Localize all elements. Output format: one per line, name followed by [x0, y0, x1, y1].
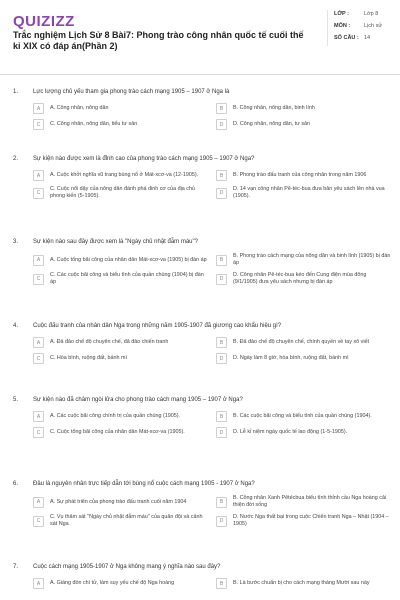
header-divider — [0, 74, 400, 75]
worksheet-meta — [327, 10, 396, 46]
answer-option[interactable] — [216, 119, 391, 130]
question-1 — [13, 88, 391, 130]
question-stem — [13, 563, 391, 571]
option-text: B. Công nhân, nông dân, binh lính — [233, 105, 315, 111]
option-letter-box: B — [216, 255, 227, 266]
option-text: C. Hòa bình, ruộng đất, bánh mì — [50, 355, 128, 361]
question-text: Sự kiện nào được xem là đỉnh cao của phong trào cách mạng 1905 – 1907 ở Nga? — [33, 156, 255, 162]
option-text: B. Đả đảo chế độ chuyên chế, chính quyền về tay xô viết — [233, 339, 370, 345]
option-letter-box: C — [33, 188, 44, 199]
meta-row-subject — [334, 22, 396, 30]
answer-options — [33, 103, 391, 130]
option-letter-box: A — [33, 497, 44, 508]
option-text: D. Nước Nga thất bại trong cuộc Chiến tranh Nga – Nhật (1904 – 1905) — [233, 514, 389, 527]
option-text: A. Sự phát triển của phong trào đấu tranh cuối năm 1904 — [50, 498, 187, 505]
option-text: A. Giáng đòn chí tử, làm suy yếu chế độ Nga hoàng — [50, 580, 175, 586]
question-text: Sự kiện nào sau đây được xem là "Ngày chủ nhật đẫm máu"? — [33, 239, 198, 245]
answer-option[interactable] — [216, 186, 391, 200]
option-letter-box: B — [216, 578, 227, 589]
answer-option[interactable] — [216, 514, 391, 528]
answer-option[interactable] — [216, 353, 391, 364]
answer-option[interactable] — [33, 514, 208, 528]
option-letter-box: A — [33, 578, 44, 589]
answer-options — [33, 578, 391, 589]
question-text: Đâu là nguyên nhân trực tiếp dẫn tới bùng nổ cuộc cách mạng 1905 - 1907 ở Nga? — [33, 481, 255, 487]
answer-option[interactable] — [33, 253, 208, 267]
option-text: A. Các cuộc bãi công chính trị của quần chúng (1905). — [50, 413, 181, 419]
option-letter-box: D — [216, 427, 227, 438]
option-text: A. Công nhân, nông dân — [50, 105, 109, 111]
option-letter-box: D — [216, 353, 227, 364]
option-letter-box: B — [216, 411, 227, 422]
meta-row-count — [334, 34, 396, 42]
option-letter-box: B — [216, 337, 227, 348]
option-text: B. Công nhân Xanh Pêtécbua biểu tình thỉnh cầu Nga hoàng cải thiện đời sống — [233, 495, 387, 508]
option-text: C. Vụ thảm sát "Ngày chủ nhật đẫm máu" của quân đội và cảnh sát Nga — [50, 514, 203, 527]
brand-logo: QUIZIZZ — [13, 13, 75, 30]
question-number: 1. — [13, 89, 19, 95]
option-text: B. Phong trào đấu tranh của công nhân trong năm 1906 — [233, 172, 367, 178]
question-text: Lực lượng chủ yếu tham gia phong trào cách mạng 1905 – 1907 ở Nga là — [33, 89, 230, 95]
answer-option[interactable] — [33, 170, 208, 181]
answer-option[interactable] — [216, 495, 391, 509]
option-text: D. Ngày làm 8 giờ, hòa bình, ruộng đất, bánh mì — [233, 355, 349, 361]
answer-option[interactable] — [33, 337, 208, 348]
answer-option[interactable] — [216, 253, 391, 267]
option-letter-box: C — [33, 516, 44, 527]
meta-row-grade — [334, 10, 396, 18]
option-text: B. Phong trào cách mạng của nông dân và binh lính (1905) bị đàn áp — [233, 253, 391, 266]
question-stem — [13, 322, 391, 330]
option-text: B. Là bước chuẩn bị cho cách mạng tháng Mười sau này — [233, 580, 370, 586]
answer-options — [33, 253, 391, 286]
option-letter-box: D — [216, 119, 227, 130]
meta-key: SỐ CÂU : — [334, 35, 359, 41]
option-letter-box: A — [33, 103, 44, 114]
meta-key: MÔN : — [334, 23, 351, 29]
option-letter-box: A — [33, 255, 44, 266]
answer-option[interactable] — [216, 170, 391, 181]
option-letter-box: D — [216, 274, 227, 285]
question-stem — [13, 480, 391, 488]
option-text: D. 14 vạn công nhân Pê-téc-bua đưa bản yêu sách lên nhà vua (1905). — [233, 186, 385, 199]
question-number: 2. — [13, 156, 19, 162]
answer-options — [33, 495, 391, 528]
option-text: D. Lễ kỉ niệm ngày quốc tế lao động (1-5-1905). — [233, 429, 348, 435]
option-text: A. Cuộc khởi nghĩa vũ trang bùng nổ ở Mát-xcơ-va (12-1905). — [50, 172, 199, 178]
answer-option[interactable] — [216, 272, 391, 286]
meta-value: 14 — [364, 35, 371, 41]
meta-value: Lịch sử — [364, 23, 383, 29]
meta-value: Lớp 8 — [364, 11, 379, 17]
question-7 — [13, 563, 391, 589]
question-3 — [13, 238, 391, 286]
meta-key: LỚP : — [334, 11, 349, 17]
option-letter-box: C — [33, 274, 44, 285]
question-text: Cuộc đấu tranh của nhân dân Nga trong những năm 1905-1907 đã giương cao khẩu hiệu gì? — [33, 323, 282, 329]
option-letter-box: C — [33, 353, 44, 364]
option-text: C. Cuộc nổi dậy của nông dân đánh phá dinh cơ của địa chủ phong kiến (5-1905). — [50, 186, 195, 199]
worksheet-header — [0, 0, 400, 76]
question-6 — [13, 480, 391, 528]
question-stem — [13, 396, 391, 404]
answer-option[interactable] — [33, 495, 208, 509]
question-number: 7. — [13, 564, 19, 570]
answer-options — [33, 170, 391, 200]
option-letter-box: B — [216, 170, 227, 181]
answer-option[interactable] — [33, 411, 208, 422]
answer-option[interactable] — [216, 337, 391, 348]
option-letter-box: A — [33, 337, 44, 348]
worksheet-title: Trắc nghiệm Lịch Sử 8 Bài7: Phong trào công nhân quốc tế cuối thế kỉ XIX có đáp án(Phần 2) — [13, 30, 304, 51]
option-text: C. Các cuộc bãi công và biểu tình của quần chúng (1904) bị đàn áp — [50, 272, 204, 285]
answer-option[interactable] — [216, 411, 391, 422]
answer-options — [33, 411, 391, 438]
option-letter-box: A — [33, 411, 44, 422]
question-number: 4. — [13, 323, 19, 329]
option-text: D. Công nhân, nông dân, tư sản — [233, 121, 311, 127]
option-text: A. Đả đảo chế độ chuyên chế, đả đảo chiến tranh — [50, 339, 169, 345]
answer-option[interactable] — [216, 103, 391, 114]
option-letter-box: D — [216, 188, 227, 199]
answer-options — [33, 337, 391, 364]
option-text: D. Công nhân Pê-téc-bua kéo đến Cung điện mùa đông (9/1/1905) đưa yêu sách nhưng bị đàn áp — [233, 272, 367, 285]
question-text: Sự kiện nào đã châm ngòi lửa cho phong trào cách mạng 1905 – 1907 ở Nga? — [33, 397, 243, 403]
option-text: C. Công nhân, nông dân, tiểu tư sản — [50, 121, 138, 127]
answer-option[interactable] — [33, 103, 208, 114]
question-stem — [13, 155, 391, 163]
option-text: B. Các cuộc bãi công và biểu tình của quần chúng (1904). — [233, 413, 372, 419]
option-letter-box: C — [33, 427, 44, 438]
answer-option[interactable] — [216, 427, 391, 438]
question-2 — [13, 155, 391, 200]
option-text: A. Cuộc tổng bãi công của nhân dân Mát-xcơ-va (1905) bị đàn áp — [50, 256, 207, 263]
question-number: 5. — [13, 397, 19, 403]
answer-option[interactable] — [33, 427, 208, 438]
option-letter-box: B — [216, 497, 227, 508]
question-text: Cuộc cách mạng 1905-1907 ở Nga không mang ý nghĩa nào sau đây? — [33, 564, 221, 570]
answer-option[interactable] — [216, 578, 391, 589]
option-letter-box: D — [216, 516, 227, 527]
answer-option[interactable] — [33, 578, 208, 589]
answer-option[interactable] — [33, 119, 208, 130]
question-5 — [13, 396, 391, 438]
question-stem — [13, 88, 391, 96]
question-stem — [13, 238, 391, 246]
answer-option[interactable] — [33, 353, 208, 364]
option-letter-box: B — [216, 103, 227, 114]
answer-option[interactable] — [33, 272, 208, 286]
question-number: 3. — [13, 239, 19, 245]
question-4 — [13, 322, 391, 364]
option-letter-box: C — [33, 119, 44, 130]
option-text: C. Cuộc tổng bãi công của nhân dân Mát-xcơ-va (1905). — [50, 429, 185, 435]
option-letter-box: A — [33, 170, 44, 181]
answer-option[interactable] — [33, 186, 208, 200]
question-number: 6. — [13, 481, 19, 487]
